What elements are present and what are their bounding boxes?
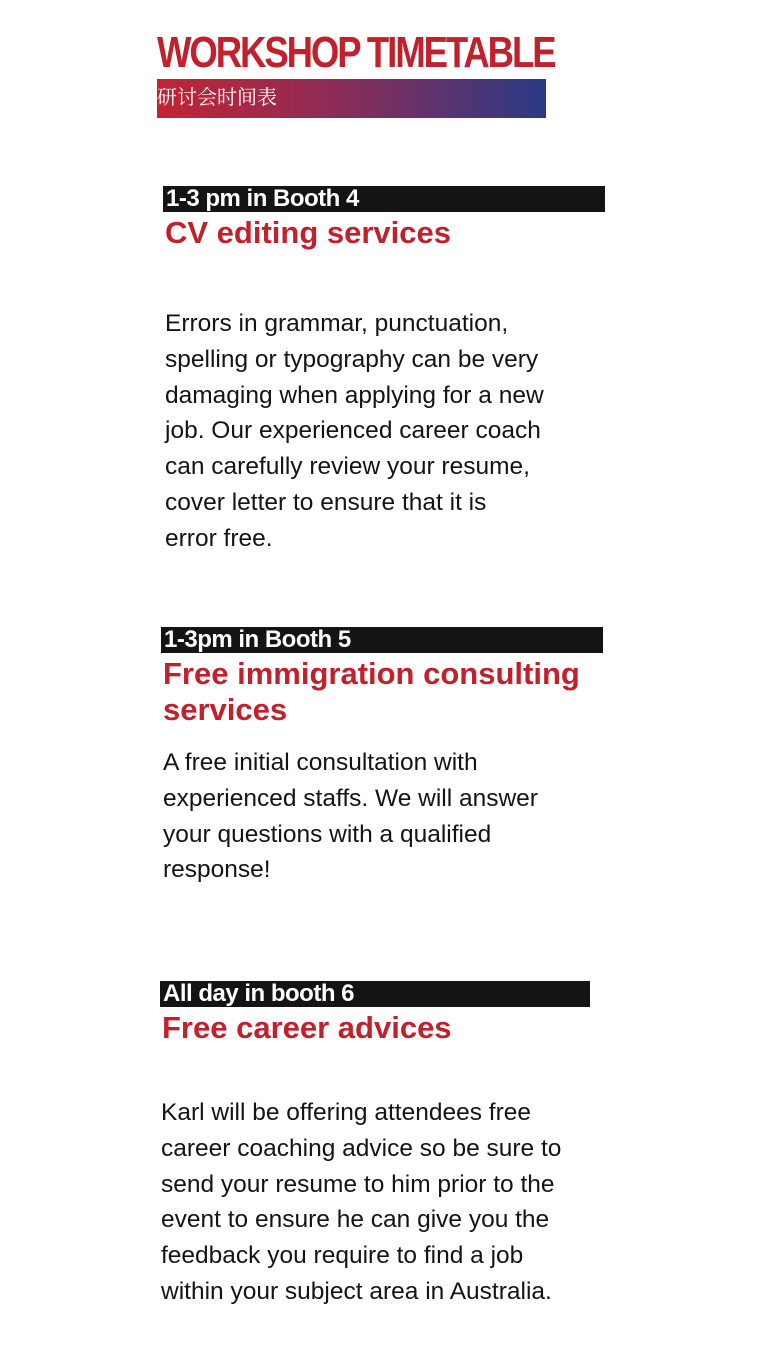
session-time: 1-3 pm in Booth 4	[163, 186, 605, 212]
subtitle-banner	[157, 79, 546, 118]
page-title: WORKSHOP TIMETABLE	[157, 28, 555, 77]
session-description: Karl will be offering attendees free career coaching advice so be sure to send your resume to him prior to the event to ensure he can give you the feedback you require to find a job within your subject area in Australia.	[161, 1099, 562, 1305]
session-title: Free career advices	[162, 1010, 452, 1045]
session-time: 1-3pm in Booth 5	[161, 627, 603, 653]
session-description: A free initial consultation with experienced staffs. We will answer your questions with a qualified response!	[163, 749, 538, 884]
page-subtitle: 研讨会时间表	[157, 85, 277, 109]
session-immigration	[161, 627, 603, 884]
session-title: Free immigration consulting services	[163, 656, 580, 727]
session-career-advice	[160, 981, 590, 1305]
session-title: CV editing services	[165, 215, 452, 250]
session-time: All day in booth 6	[160, 981, 590, 1007]
session-cv-editing	[163, 186, 605, 552]
session-description: Errors in grammar, punctuation, spelling or typography can be very damaging when applying for a new job. Our experienced career coach can carefully review your resume, cover letter to ensure that it is error free.	[165, 310, 544, 552]
